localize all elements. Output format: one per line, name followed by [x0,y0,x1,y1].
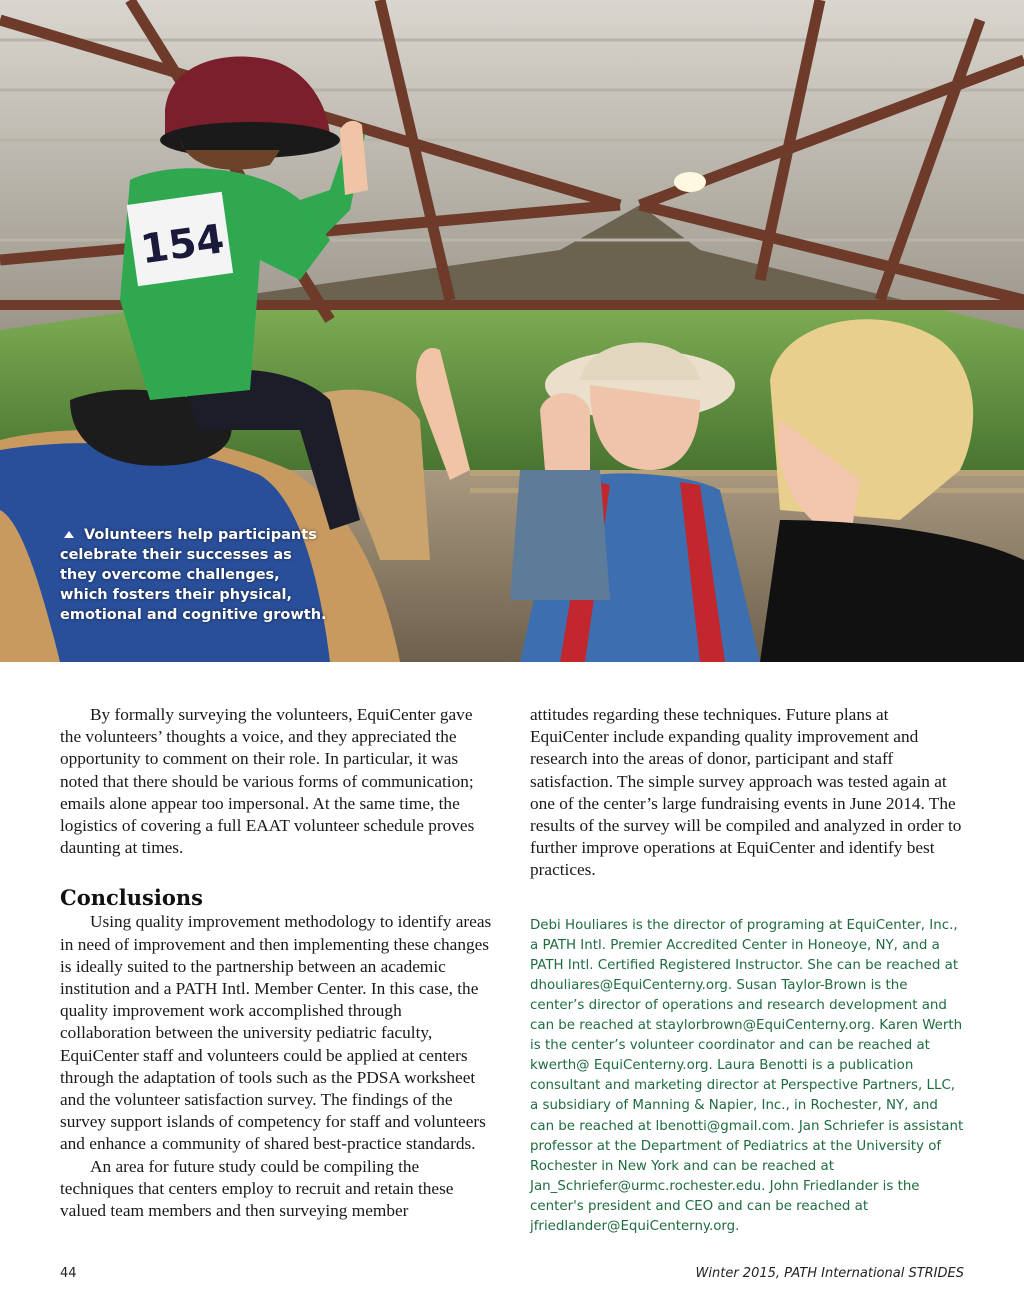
publication-title: Winter 2015, PATH International STRIDES [695,1266,964,1281]
paragraph-survey: By formally surveying the volunteers, EquiCenter gave the volunteers’ thoughts a voice, and they appreciated the opportunity to comment on their role. In particular, it was noted that there should be various forms of communication; emails alone appear too impersonal. At the same time, the logistics of covering a full EAAT volunteer schedule proves daunting at times. [60,705,475,858]
page-number: 44 [60,1266,77,1281]
author-bio: Debi Houliares is the director of programing at EquiCenter, Inc., a PATH Intl. Premier Accredited Center in Honeoye, NY, and a PATH Intl. Certified Registered Instructor. She can be reached at dhouliares@EquiCenterny.org. Susan Taylor-Brown is the center’s director of operations and research development and can be reached at staylorbrown@EquiCenterny.org. Karen Werth is the center’s volunteer coordinator and can be reached at kwerth@ EquiCenterny.org. Laura Benotti is a publication consultant and marketing director at Perspective Partners, LLC, a subsidiary of Manning & Napier, Inc., in Rochester, NY, and can be reached at lbenotti@gmail.com. Jan Schriefer is assistant professor at the Department of Pediatrics at the University of Rochester in New York and can be reached at Jan_Schriefer@urmc.rochester.edu. John Friedlander is the center's president and CEO and can be reached at jfriedlander@EquiCenterny.org. [530,917,964,1235]
section-heading-conclusions: Conclusions [60,885,203,911]
paragraph-continuation: attitudes regarding these techniques. Future plans at EquiCenter include expanding quality improvement and research into the areas of donor, participant and staff satisfaction. The simple survey approach was tested again at one of the center’s large fundraising events in June 2014. The results of the survey will be compiled and analyzed in order to further improve operations at EquiCenter and identify best practices. [530,705,962,880]
bib-number: 154 [137,216,227,274]
page-footer [60,1266,964,1286]
photo-caption [60,525,330,625]
caption-text: Volunteers help participants celebrate their successes as they overcome challenges, which fosters their physical, emotional and cognitive growth. [60,527,327,623]
paragraph-conclusions: Using quality improvement methodology to identify areas in need of improvement and then implementing these changes is ideally suited to the partnership between an academic institution and a PATH Intl. Member Center. In this case, the quality improvement work accomplished through collaboration between the university pediatric faculty, EquiCenter staff and volunteers could be applied at centers through the adaptation of tools such as the PDSA worksheet and the volunteer satisfaction survey. The findings of the survey support islands of competency for staff and volunteers and enhance a community of shared best-practice standards. [60,912,492,1154]
right-text-column [530,704,966,1237]
caption-triangle-icon [64,531,74,538]
left-text-column [60,704,496,1222]
paragraph-future-study: An area for future study could be compiling the techniques that centers employ to recruit and retain these valued team members and then surveying member [60,1156,454,1221]
